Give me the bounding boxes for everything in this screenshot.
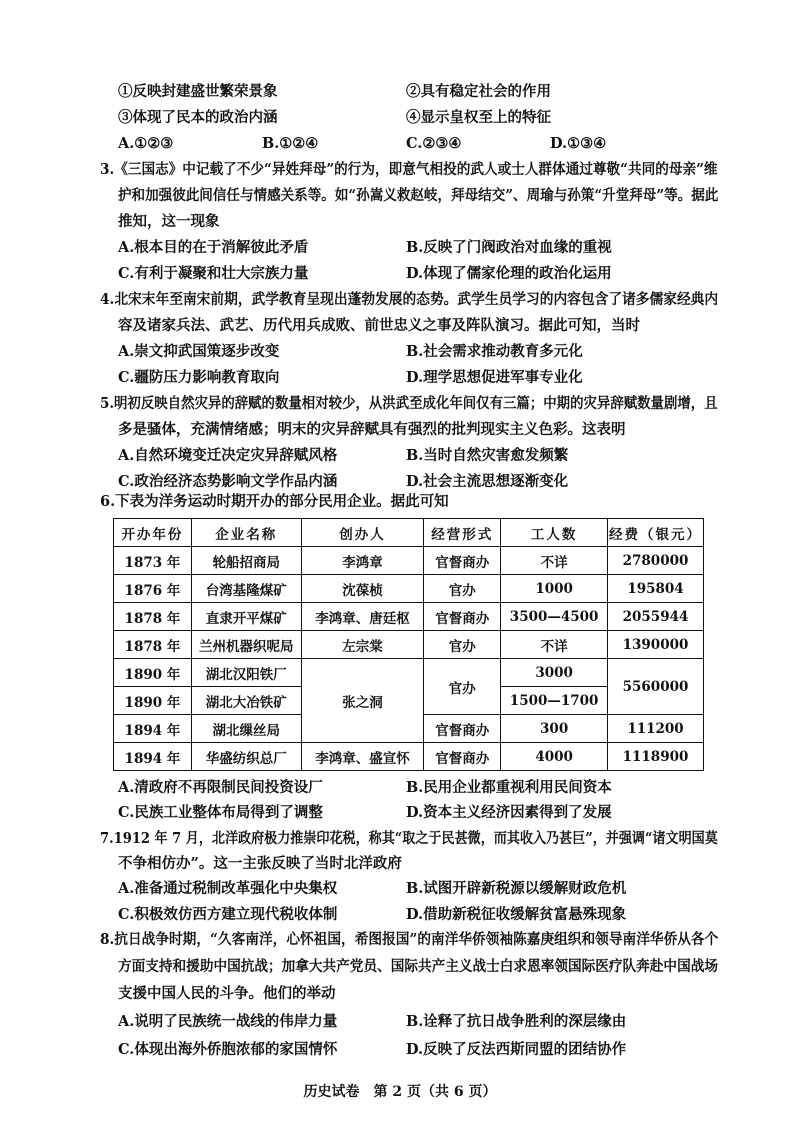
q7-option-b: B.试图开辟新税源以缓解财政危机 [406, 880, 627, 897]
q4-option-c: C.疆防压力影响教育取向 [118, 369, 280, 386]
cell-name: 湖北汉阳铁厂 [191, 659, 301, 687]
cell-name: 湖北缫丝局 [191, 715, 301, 743]
q5-stem-line-1: 5.明初反映自然灾异的辞赋的数量相对较少，从洪武至成化年间仅有三篇；中期的灾异辞赋数量剧增，且 [100, 395, 718, 412]
q3-stem-line-2: 护和加强彼此间信任与情感关系等。如“孙嵩义救赵岐，拜母结交”、周瑜与孙策“升堂拜母”等。据此 [118, 187, 719, 204]
q2-statement-4: ④显示皇权至上的特征 [406, 109, 551, 126]
q7-option-c: C.积极效仿西方建立现代税收体制 [118, 906, 338, 923]
cell-year: 1876 年 [114, 575, 192, 603]
cell-funds: 2780000 [608, 547, 704, 575]
q6-option-b: B.民用企业都重视利用民间资本 [406, 779, 612, 796]
cell-year: 1894 年 [114, 715, 192, 743]
q2-option-b: B.①②④ [262, 135, 319, 152]
q7-stem-line-2: 不争相仿办”。这一主张反映了当时北洋政府 [118, 855, 402, 872]
cell-form: 官办 [424, 631, 501, 659]
cell-workers: 不详 [501, 547, 608, 575]
cell-founder: 李鸿章 [301, 547, 424, 575]
table-header-row [114, 519, 704, 547]
cell-form: 官督商办 [424, 715, 501, 743]
cell-year: 1890 年 [114, 687, 192, 715]
header-funds: 经费（银元） [608, 519, 704, 547]
cell-workers: 不详 [501, 631, 608, 659]
table-row [114, 547, 704, 575]
cell-workers: 3500—4500 [501, 603, 608, 631]
cell-funds: 1118900 [608, 743, 704, 771]
cell-workers: 1000 [501, 575, 608, 603]
header-form: 经营形式 [424, 519, 501, 547]
q3-option-b: B.反映了门阀政治对血缘的重视 [406, 239, 612, 256]
enterprise-table [113, 518, 704, 771]
q4-option-b: B.社会需求推动教育多元化 [406, 343, 583, 360]
q2-statement-1: ①反映封建盛世繁荣景象 [118, 83, 278, 100]
cell-form: 官督商办 [424, 743, 501, 771]
q8-stem-line-1: 8.抗日战争时期，“久客南洋，心怀祖国，希图报国”的南洋华侨领袖陈嘉庚组织和领导南洋华侨从各个 [100, 931, 719, 948]
q2-option-c: C.②③④ [406, 135, 462, 152]
cell-funds-merged: 5560000 [608, 659, 704, 715]
table-row [114, 743, 704, 771]
q8-option-d: D.反映了反法西斯同盟的团结协作 [406, 1041, 627, 1058]
q8-stem-line-2: 方面支持和援助中国抗战；加拿大共产党员、国际共产主义战士白求恩率领国际医疗队奔赴中国战场 [118, 958, 718, 975]
cell-founder: 李鸿章、盛宣怀 [301, 743, 424, 771]
q4-stem-line-1: 4.北宋末年至南宋前期，武学教育呈现出蓬勃发展的态势。武学生员学习的内容包含了诸多儒家经典内 [100, 291, 719, 308]
cell-workers: 4000 [501, 743, 608, 771]
q5-option-c: C.政治经济态势影响文学作品内涵 [118, 473, 338, 490]
cell-founder: 李鸿章、唐廷枢 [301, 603, 424, 631]
q7-option-a: A.准备通过税制改革强化中央集权 [118, 880, 338, 897]
cell-form: 官督商办 [424, 603, 501, 631]
table-row [114, 575, 704, 603]
q4-option-a: A.崇文抑武国策逐步改变 [118, 343, 280, 360]
q8-stem-line-3: 支援中国人民的斗争。他们的举动 [118, 985, 336, 1002]
cell-funds: 1390000 [608, 631, 704, 659]
cell-name: 华盛纺织总厂 [191, 743, 301, 771]
q8-option-b: B.诠释了抗日战争胜利的深层缘由 [406, 1013, 627, 1030]
cell-year: 1878 年 [114, 603, 192, 631]
cell-name: 湖北大冶铁矿 [191, 687, 301, 715]
q3-option-d: D.体现了儒家伦理的政治化运用 [406, 265, 612, 282]
cell-founder: 沈葆桢 [301, 575, 424, 603]
q2-statement-3: ③体现了民本的政治内涵 [118, 109, 278, 126]
cell-workers: 3000 [501, 659, 608, 687]
q8-option-c: C.体现出海外侨胞浓郁的家国情怀 [118, 1041, 338, 1058]
page-footer: 历史试卷 第 2 页（共 6 页） [303, 1084, 497, 1100]
q5-stem-line-2: 多是骚体，充满情绪感；明末的灾异辞赋具有强烈的批判现实主义色彩。这表明 [118, 421, 626, 438]
q7-stem-line-1: 7.1912 年 7 月，北洋政府极力推崇印花税，称其“取之于民甚微，而其收入乃甚巨”，并强调“诸文明国莫 [100, 830, 718, 847]
q4-stem-line-2: 容及诸家兵法、武艺、历代用兵成败、前世忠义之事及阵队演习。据此可知，当时 [118, 317, 640, 334]
q6-option-c: C.民族工业整体布局得到了调整 [118, 804, 323, 821]
q2-statement-2: ②具有稳定社会的作用 [406, 83, 551, 100]
header-founder: 创办人 [301, 519, 424, 547]
cell-name: 直隶开平煤矿 [191, 603, 301, 631]
q6-option-d: D.资本主义经济因素得到了发展 [406, 804, 612, 821]
header-name: 企业名称 [191, 519, 301, 547]
table-row [114, 603, 704, 631]
q5-option-b: B.当时自然灾害愈发频繁 [406, 447, 569, 464]
cell-founder-merged: 张之洞 [301, 659, 424, 743]
q6-option-a: A.清政府不再限制民间投资设厂 [118, 779, 323, 796]
cell-form-merged: 官办 [424, 659, 501, 715]
cell-year: 1873 年 [114, 547, 192, 575]
cell-workers: 300 [501, 715, 608, 743]
cell-year: 1894 年 [114, 743, 192, 771]
q2-option-d: D.①③④ [550, 135, 607, 152]
cell-year: 1878 年 [114, 631, 192, 659]
q3-option-c: C.有利于凝聚和壮大宗族力量 [118, 265, 309, 282]
q6-stem: 6.下表为洋务运动时期开办的部分民用企业。据此可知 [100, 493, 449, 510]
q3-stem-line-3: 推知，这一现象 [118, 213, 220, 230]
q4-option-d: D.理学思想促进军事专业化 [406, 369, 583, 386]
cell-year: 1890 年 [114, 659, 192, 687]
cell-form: 官办 [424, 575, 501, 603]
q5-option-a: A.自然环境变迁决定灾异辞赋风格 [118, 447, 338, 464]
cell-founder: 左宗棠 [301, 631, 424, 659]
q3-option-a: A.根本目的在于消解彼此矛盾 [118, 239, 309, 256]
cell-workers: 1500—1700 [501, 687, 608, 715]
table-row [114, 659, 704, 687]
header-year: 开办年份 [114, 519, 192, 547]
q3-stem-line-1: 3.《三国志》中记载了不少“异姓拜母”的行为，即意气相投的武人或士人群体通过尊敬“共同的母亲”维 [100, 161, 718, 178]
cell-funds: 111200 [608, 715, 704, 743]
q7-option-d: D.借助新税征收缓解贫富悬殊现象 [406, 906, 627, 923]
cell-name: 轮船招商局 [191, 547, 301, 575]
header-workers: 工人数 [501, 519, 608, 547]
table-row [114, 631, 704, 659]
q8-option-a: A.说明了民族统一战线的伟岸力量 [118, 1013, 338, 1030]
q2-option-a: A.①②③ [118, 135, 174, 152]
cell-name: 兰州机器织呢局 [191, 631, 301, 659]
cell-funds: 2055944 [608, 603, 704, 631]
cell-name: 台湾基隆煤矿 [191, 575, 301, 603]
cell-funds: 195804 [608, 575, 704, 603]
cell-form: 官督商办 [424, 547, 501, 575]
q5-option-d: D.社会主流思想逐渐变化 [406, 473, 569, 490]
